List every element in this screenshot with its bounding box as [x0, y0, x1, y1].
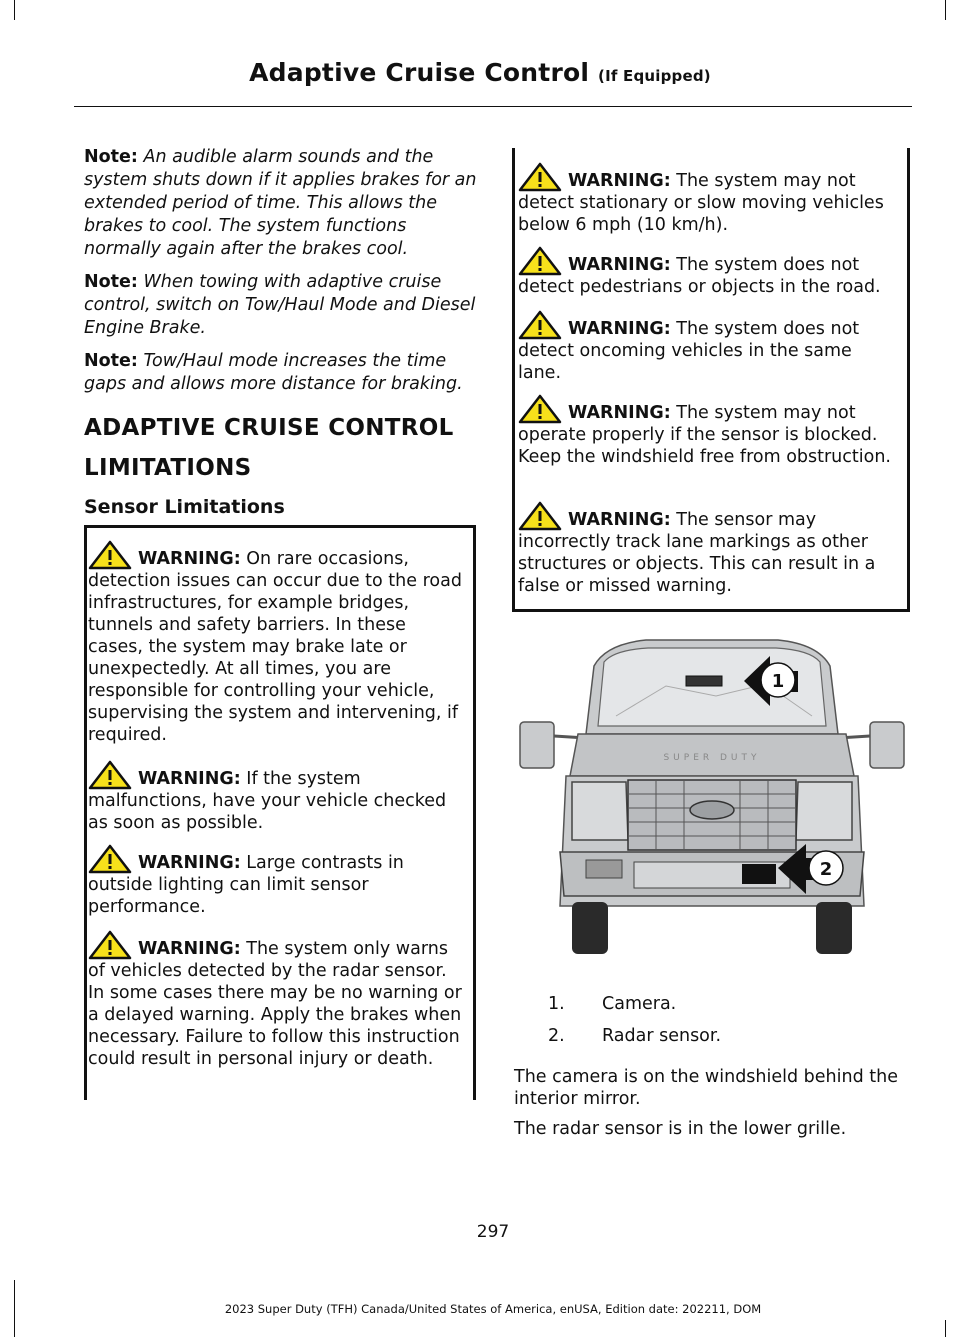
warning-right-1 [518, 162, 898, 236]
warning-label: WARNING: [138, 939, 241, 959]
section-heading-line-2: LIMITATIONS [84, 455, 252, 481]
note-2 [84, 271, 478, 340]
note-1 [84, 146, 478, 261]
warning-box-bottom-border [515, 609, 907, 612]
warning-left-2 [88, 760, 464, 834]
crop-mark-bottom-right [945, 1320, 946, 1337]
note-text: When towing with adaptive cruise control, switch on Tow/Haul Mode and Diesel Engine Brake. [84, 272, 476, 338]
page-title [0, 58, 960, 87]
truck-front-illustration [516, 626, 908, 958]
warning-text: The system only warns of vehicles detected by the radar sensor. In some cases there may be no warning or a delayed warning. Apply the brakes when necessary. Failure to follow this instruction could result in personal injury or death. [88, 939, 462, 1069]
warning-text: On rare occasions, detection issues can occur due to the road infrastructures, for example bridges, tunnels and safety barriers. In these cases, the system may brake late or unexpectedly. At all times, you are responsible for controlling your vehicle, supervising the system and intervening, if required. [88, 549, 462, 745]
warning-label: WARNING: [568, 403, 671, 423]
warning-label: WARNING: [138, 769, 241, 789]
warning-left-3 [88, 844, 464, 918]
note-label: Note: [84, 272, 138, 292]
warning-label: WARNING: [568, 255, 671, 275]
hood-lettering: SUPER DUTY [663, 753, 761, 763]
warning-triangle-icon [518, 394, 562, 424]
legend-item-1 [548, 994, 677, 1014]
note-text: An audible alarm sounds and the system shuts down if it applies brakes for an extended period of time. This allows the brakes to cool. The system functions normally again after the brakes cool. [84, 147, 477, 259]
warning-right-4 [518, 394, 898, 468]
warning-text: The system does not detect oncoming vehicles in the same lane. [518, 319, 860, 383]
warning-left-4 [88, 930, 464, 1070]
legend-label: Camera. [602, 994, 677, 1014]
warning-triangle-icon [518, 310, 562, 340]
warning-box-top-border [87, 525, 473, 528]
paragraph-radar-location: The radar sensor is in the lower grille. [514, 1119, 847, 1139]
warning-label: WARNING: [138, 549, 241, 569]
warning-text: The sensor may incorrectly track lane markings as other structures or objects. This can result in a false or missed warning. [518, 510, 876, 596]
note-label: Note: [84, 147, 138, 167]
warning-right-3 [518, 310, 898, 384]
section-heading-line-1: ADAPTIVE CRUISE CONTROL [84, 415, 454, 441]
note-3 [84, 350, 478, 396]
truck-illustration-svg [516, 626, 908, 958]
warning-text: If the system malfunctions, have your vehicle checked as soon as possible. [88, 769, 447, 833]
warning-triangle-icon [88, 930, 132, 960]
warning-label: WARNING: [138, 853, 241, 873]
warning-right-2 [518, 246, 898, 298]
warning-triangle-icon [88, 760, 132, 790]
warning-right-5 [518, 501, 898, 597]
warning-text: The system may not operate properly if the sensor is blocked. Keep the windshield free from obstruction. [518, 403, 891, 467]
note-text: Tow/Haul mode increases the time gaps and allows more distance for braking. [84, 351, 463, 394]
warning-text: Large contrasts in outside lighting can limit sensor performance. [88, 853, 404, 917]
warning-triangle-icon [88, 844, 132, 874]
warning-left-1 [88, 540, 464, 746]
crop-mark-top-right [945, 0, 946, 20]
legend-item-2 [548, 1026, 722, 1046]
legend-number: 1. [548, 994, 565, 1014]
header-rule [74, 106, 912, 107]
legend-label: Radar sensor. [602, 1026, 722, 1046]
warning-triangle-icon [518, 501, 562, 531]
callout-number-1: 1 [771, 671, 785, 692]
callout-number-2: 2 [819, 859, 833, 880]
page-footer: 2023 Super Duty (TFH) Canada/United States of America, enUSA, Edition date: 202211, DOM [224, 1302, 762, 1316]
left-column [84, 146, 478, 518]
section-heading [84, 414, 478, 482]
warning-label: WARNING: [568, 510, 671, 530]
warning-label: WARNING: [568, 319, 671, 339]
page-number: 297 [476, 1222, 510, 1242]
warning-label: WARNING: [568, 171, 671, 191]
warning-triangle-icon [518, 246, 562, 276]
page-title-subtitle: (If Equipped) [598, 67, 711, 85]
warning-triangle-icon [518, 162, 562, 192]
warning-text: The system does not detect pedestrians or objects in the road. [518, 255, 881, 297]
note-label: Note: [84, 351, 138, 371]
page-title-text: Adaptive Cruise Control [249, 58, 590, 87]
legend-number: 2. [548, 1026, 565, 1046]
warning-triangle-icon [88, 540, 132, 570]
paragraph-camera-location: The camera is on the windshield behind the interior mirror. [514, 1067, 898, 1109]
subsection-heading: Sensor Limitations [84, 496, 285, 518]
warning-text: The system may not detect stationary or slow moving vehicles below 6 mph (10 km/h). [518, 171, 884, 235]
crop-mark-top-left [14, 0, 15, 20]
